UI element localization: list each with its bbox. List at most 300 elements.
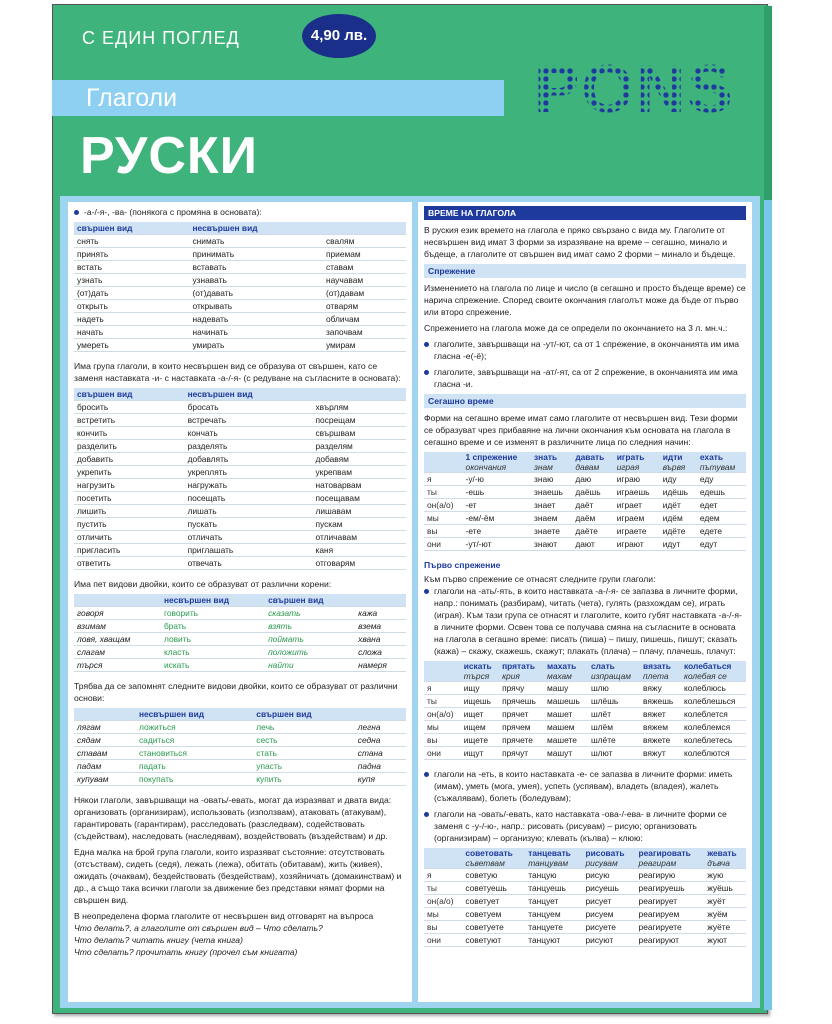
table-cell: свалям: [323, 235, 406, 248]
table-cell: умирать: [189, 339, 322, 352]
table-row: [74, 659, 406, 672]
intro-text: -а-/-я-, -ва- (понякога с промяна в основата):: [74, 206, 406, 218]
table-cell: сесть: [253, 734, 354, 747]
table-cell: жуёте: [704, 921, 746, 934]
table-cell: шлёшь: [588, 695, 640, 708]
table-row: [424, 708, 746, 721]
table-different-roots: [74, 594, 406, 672]
table-header-cell: [681, 661, 746, 682]
table-cell: жуёшь: [704, 882, 746, 895]
table-row: [424, 921, 746, 934]
paragraph-4: Трябва да се запомнят следните видови двойки, които се образуват от различни основи:: [74, 681, 398, 703]
table-cell: намеря: [355, 659, 406, 672]
table-cell: машут: [544, 747, 588, 760]
table-cell: укрепить: [74, 466, 185, 479]
table-row: [74, 453, 406, 466]
paragraph-3: Има пет видови двойки, които се образуват от различни корени:: [74, 579, 332, 589]
header-translation: крия: [502, 671, 520, 681]
table-cell: вы: [424, 525, 463, 538]
table-cell: взимам: [74, 620, 161, 633]
table-cell: играют: [614, 538, 660, 551]
table-row: [74, 607, 406, 620]
table-cell: упасть: [253, 760, 354, 773]
table-cell: приглашать: [185, 544, 313, 557]
paragraph-10: Что сделать? прочитать книгу (прочел съм книгата): [74, 947, 298, 957]
header-verb: вязать: [643, 661, 671, 671]
table-cell: говоря: [74, 607, 161, 620]
table-cell: колеблется: [681, 708, 746, 721]
table-cell: -у/-ю: [463, 473, 531, 486]
header-translation: реагирам: [638, 858, 677, 868]
right-column: [418, 202, 752, 1002]
left-column: [68, 202, 412, 1002]
paragraph-7: В неопределена форма глаголите от несвършен вид отговарят на въпроса: [74, 911, 374, 921]
table-cell: кажа: [355, 607, 406, 620]
table-cell: вяжу: [640, 682, 681, 695]
table-cell: машешь: [544, 695, 588, 708]
table-cell: знает: [531, 499, 572, 512]
table-header-cell: [544, 661, 588, 682]
table-row: [74, 274, 406, 287]
section-heading-tense: ВРЕМЕ НА ГЛАГОЛА: [424, 206, 746, 220]
table-cell: купувам: [74, 773, 136, 786]
header-translation: танцувам: [528, 858, 569, 868]
table-cell: вяжем: [640, 721, 681, 734]
table-cell: начать: [74, 326, 189, 339]
table-cell: он(а/о): [424, 499, 463, 512]
rule-bullet-2: глаголите, завършващи на -ат/-ят, са от 2 спрежение, в окончанията им има гласна -и.: [424, 366, 746, 390]
table-cell: реагирую: [636, 869, 705, 882]
table-cell: рисуете: [583, 921, 636, 934]
section-heading-first-conjugation: Първо спрежение: [424, 560, 501, 570]
header-translation: знам: [533, 462, 553, 472]
table-cell: падна: [355, 760, 406, 773]
first-conjugation-intro: Към първо спрежение се отнасят следните групи глаголи:: [424, 574, 656, 584]
table-cell: отличать: [185, 531, 313, 544]
table-cell: встать: [74, 261, 189, 274]
table-cell: обличам: [323, 313, 406, 326]
table-header-cell: [463, 452, 531, 473]
header-translation: пътувам: [699, 462, 736, 472]
table-cell: жую: [704, 869, 746, 882]
table-header-cell: [74, 594, 161, 607]
table-cell: танцуешь: [525, 882, 582, 895]
table-cell: играешь: [614, 486, 660, 499]
header-verb: советовать: [465, 848, 513, 858]
table-cell: машем: [544, 721, 588, 734]
table-cell: идёте: [660, 525, 697, 538]
table-header-cell: [424, 661, 461, 682]
table-cell: советуете: [462, 921, 525, 934]
header-translation: махам: [547, 671, 572, 681]
table-cell: узнать: [74, 274, 189, 287]
table-cell: каня: [312, 544, 406, 557]
table-cell: едет: [697, 499, 746, 512]
table-cell: встречать: [185, 414, 313, 427]
table-cell: реагируем: [636, 908, 705, 921]
table-row: [424, 869, 746, 882]
table-cell: вяжете: [640, 734, 681, 747]
table-cell: сложа: [355, 646, 406, 659]
table-cell: стать: [253, 747, 354, 760]
table-header-row: [424, 848, 746, 869]
table-header-row: [74, 222, 406, 235]
table-row: [424, 934, 746, 947]
table-cell: шлют: [588, 747, 640, 760]
table-cell: шлю: [588, 682, 640, 695]
table-cell: умирам: [323, 339, 406, 352]
table-row: [74, 646, 406, 659]
table-cell: класть: [161, 646, 265, 659]
table-header-cell: свършен вид: [253, 708, 354, 721]
table-cell: отличавам: [312, 531, 406, 544]
table-header-cell: [697, 452, 746, 473]
table-cell: колеблюсь: [681, 682, 746, 695]
table-cell: они: [424, 538, 463, 551]
table-row: [74, 760, 406, 773]
table-cell: рисуем: [583, 908, 636, 921]
table-cell: вставать: [189, 261, 322, 274]
table-cell: даём: [572, 512, 613, 525]
table-cell: знаю: [531, 473, 572, 486]
table-cell: жуём: [704, 908, 746, 921]
table-cell: машу: [544, 682, 588, 695]
table-cell: -ет: [463, 499, 531, 512]
table-row: [424, 486, 746, 499]
table-row: [74, 479, 406, 492]
table-cell: разделять: [185, 440, 313, 453]
table-cell: укрепвам: [312, 466, 406, 479]
table-cell: едете: [697, 525, 746, 538]
table-cell: пригласить: [74, 544, 185, 557]
header-verb: танцевать: [528, 848, 571, 858]
table-cell: (от)давать: [189, 287, 322, 300]
table-row: [424, 512, 746, 525]
table-cell: пускам: [312, 518, 406, 531]
table-cell: стана: [355, 747, 406, 760]
table-cell: надеть: [74, 313, 189, 326]
table-cell: советует: [462, 895, 525, 908]
table-cell: встретить: [74, 414, 185, 427]
table-cell: я: [424, 682, 461, 695]
table-cell: реагируете: [636, 921, 705, 934]
brand-logo-text: PONS: [534, 51, 735, 127]
table-header-cell: несвършен вид: [161, 594, 265, 607]
table-header-cell: [424, 848, 462, 869]
table-cell: бросить: [74, 401, 185, 414]
table-cell: сказать: [265, 607, 355, 620]
table-cell: -ем/-ём: [463, 512, 531, 525]
header-translation: играя: [616, 462, 640, 472]
table-row: [424, 695, 746, 708]
header-translation: рисувам: [585, 858, 618, 868]
table-cell: прячем: [499, 721, 544, 734]
table-header-cell: [462, 848, 525, 869]
language-title: РУСКИ: [80, 127, 259, 185]
table-cell: кончить: [74, 427, 185, 440]
series-title: С ЕДИН ПОГЛЕД: [82, 28, 240, 48]
group-bullet-3: глаголи на -овать/-евать, като наставката -ова-/-ева- в личните форми се заменя с -у-/-ю-, напр.: рисовать (рисувам) – рисую; организовать (организирам) – организую; клевать (кълва) – клюю:: [424, 808, 746, 844]
table-cell: отличить: [74, 531, 185, 544]
group-bullet-1: глаголи на -ать/-ять, в които наставката -а-/-я- се запазва в личните форми, напр.: понимать (разбирам), читать (чета), гулять (разхождам се), играть (играя). Към тази група се отнасят и глаголите, които губят наставката -а-/-я- в личните форми. Освен това се получава смяна на съгласните в основата на глагола в сегашно време: писать (пиша) – пишу, пишешь, пишут; сказать (кажа) – скажу, скажешь, скажут; плакать (плача) – плачу, плачешь, плачут:: [424, 585, 746, 657]
table-cell: ты: [424, 486, 463, 499]
table-cell: нагружать: [185, 479, 313, 492]
table-header-row: [74, 388, 406, 401]
table-cell: ищешь: [461, 695, 499, 708]
table-row: [424, 908, 746, 921]
table-row: [74, 248, 406, 261]
table-cell: разделям: [312, 440, 406, 453]
table-row: [424, 499, 746, 512]
table-header-cell: несвършен вид: [185, 388, 313, 401]
table-cell: прячете: [499, 734, 544, 747]
table-cell: вы: [424, 734, 461, 747]
present-paragraph: Форми на сегашно време имат само глаголите от несвършен вид. Тези форми се образуват чрез прибавяне на лични окончания към основата на глагола в сегашно време и се изменят в различните лица по следния начин:: [424, 413, 738, 447]
table-cell: даю: [572, 473, 613, 486]
brand-logo: [534, 50, 735, 128]
table-aspect-pairs-2: [74, 388, 406, 570]
table-cell: нагрузить: [74, 479, 185, 492]
table-cell: вяжут: [640, 747, 681, 760]
table-cell: бросать: [185, 401, 313, 414]
table-header-cell: [636, 848, 705, 869]
header-verb: махать: [547, 661, 577, 671]
table-cell: колеблемся: [681, 721, 746, 734]
table-row: [424, 525, 746, 538]
table-header-row: [74, 594, 406, 607]
table-header-cell: [312, 388, 406, 401]
header-verb: прятать: [502, 661, 536, 671]
table-header-cell: [323, 222, 406, 235]
table-cell: советуют: [462, 934, 525, 947]
table-cell: рисует: [583, 895, 636, 908]
table-cell: открывать: [189, 300, 322, 313]
cover-spine-top: [764, 6, 772, 206]
table-cell: снимать: [189, 235, 322, 248]
table-cell: ищем: [461, 721, 499, 734]
table-header-cell: несвършен вид: [189, 222, 322, 235]
table-cell: -ете: [463, 525, 531, 538]
table-cell: ты: [424, 695, 461, 708]
header-verb: реагировать: [638, 848, 691, 858]
table-cell: мы: [424, 721, 461, 734]
table-row: [424, 682, 746, 695]
table-cell: знаем: [531, 512, 572, 525]
header-verb: давать: [575, 452, 605, 462]
table-cell: идёшь: [660, 486, 697, 499]
table-cell: отвечать: [185, 557, 313, 570]
table-cell: играете: [614, 525, 660, 538]
table-cell: узнавать: [189, 274, 322, 287]
table-cell: ищет: [461, 708, 499, 721]
table-row: [74, 773, 406, 786]
table-row: [74, 427, 406, 440]
table-cell: рисую: [583, 869, 636, 882]
table-row: [424, 734, 746, 747]
table-cell: даёшь: [572, 486, 613, 499]
table-cell: шлёте: [588, 734, 640, 747]
table-cell: лишить: [74, 505, 185, 518]
table-cell: говорить: [161, 607, 265, 620]
table-cell: танцуем: [525, 908, 582, 921]
table-header-row: [424, 661, 746, 682]
table-cell: седна: [355, 734, 406, 747]
header-verb: 1 спрежение: [465, 452, 518, 462]
table-cell: знаешь: [531, 486, 572, 499]
table-cell: надевать: [189, 313, 322, 326]
tense-paragraph: В руския език времето на глагола е пряко свързано с вида му. Глаголите от несвършен вид имат 3 форми за изразяване на време – сегашно, минало и бъдеще, а глаголите от свършен вид имат само 2 форми – минало и бъдеще.: [424, 225, 736, 259]
table-header-row: [424, 452, 746, 473]
header-translation: дъвча: [707, 858, 730, 868]
table-cell: еду: [697, 473, 746, 486]
table-cell: ты: [424, 882, 462, 895]
table-cell: (от)дать: [74, 287, 189, 300]
table-cell: взема: [355, 620, 406, 633]
table-cell: реагирует: [636, 895, 705, 908]
table-row: [74, 300, 406, 313]
subject-title: Глаголи: [86, 84, 178, 112]
table-cell: машет: [544, 708, 588, 721]
table-cell: посрещам: [312, 414, 406, 427]
header-translation: търся: [463, 671, 490, 681]
table-cell: (от)давам: [323, 287, 406, 300]
table-cell: иду: [660, 473, 697, 486]
header-translation: колебая се: [684, 671, 727, 681]
table-cell: лишавам: [312, 505, 406, 518]
table-cell: советуем: [462, 908, 525, 921]
paragraph-5: Някои глаголи, завършващи на -овать/-евать, могат да изразяват и двата вида: организовать (организирам), использовать (използвам), атаковать (атакувам), гарантировать (гарантирам), расследовать (разследвам), содействовать (съдействам), наследовать (наследявам), воздействовать (въздействам) и др.: [74, 795, 392, 841]
table-cell: прячешь: [499, 695, 544, 708]
paragraph-9: Что делать? читать книгу (чета книга): [74, 935, 243, 945]
rule-bullet-1: глаголите, завършващи на -ут/-ют, са от 1 спрежение, в окончанията им има гласна -е(-ё);: [424, 338, 746, 362]
table-header-cell: свършен вид: [74, 388, 185, 401]
table-aspect-pairs-1: [74, 222, 406, 352]
table-row: [74, 287, 406, 300]
section-heading-conjugation: Спрежение: [424, 264, 746, 278]
table-cell: взять: [265, 620, 355, 633]
table-row: [74, 414, 406, 427]
table-cell: становиться: [136, 747, 253, 760]
price-badge: 4,90 лв.: [302, 14, 376, 58]
paragraph-2: Има група глаголи, в които несвършен вид се образува от свършен, като се заменя наставката -и- с наставката -а-/-я- (с редуване на съгласните в основата):: [74, 361, 401, 383]
table-cell: танцую: [525, 869, 582, 882]
table-cell: ответить: [74, 557, 185, 570]
table-cell: едем: [697, 512, 746, 525]
table-row: [74, 505, 406, 518]
header-verb: знать: [533, 452, 558, 462]
table-present-endings: [424, 452, 746, 551]
table-cell: лишать: [185, 505, 313, 518]
table-cell: колеблетесь: [681, 734, 746, 747]
table-cell: покупать: [136, 773, 253, 786]
table-cell: поймать: [265, 633, 355, 646]
table-row: [74, 557, 406, 570]
table-cell: ищут: [461, 747, 499, 760]
table-cell: принять: [74, 248, 189, 261]
table-row: [74, 466, 406, 479]
table-cell: кончать: [185, 427, 313, 440]
table-row: [74, 401, 406, 414]
table-cell: жуют: [704, 934, 746, 947]
table-cell: хвана: [355, 633, 406, 646]
header-translation: съветвам: [465, 858, 505, 868]
header-verb: ехать: [699, 452, 723, 462]
table-cell: знаете: [531, 525, 572, 538]
table-cell: реагируют: [636, 934, 705, 947]
table-cell: слагам: [74, 646, 161, 659]
table-cell: едут: [697, 538, 746, 551]
table-cell: ставам: [74, 747, 136, 760]
table-header-row: [74, 708, 406, 721]
header-translation: окончания: [465, 462, 507, 472]
table-cell: шлёт: [588, 708, 640, 721]
table-row: [74, 544, 406, 557]
table-cell: падам: [74, 760, 136, 773]
table-cell: садиться: [136, 734, 253, 747]
paragraph-8: Что делать?, а глаголите от свършен вид – Что сделать?: [74, 923, 323, 933]
header-verb: рисовать: [585, 848, 625, 858]
table-row: [424, 721, 746, 734]
table-header-cell: свършен вид: [265, 594, 355, 607]
table-header-cell: [660, 452, 697, 473]
table-cell: прячу: [499, 682, 544, 695]
table-header-cell: [640, 661, 681, 682]
table-cell: вы: [424, 921, 462, 934]
table-cell: натоварвам: [312, 479, 406, 492]
table-row: [74, 747, 406, 760]
table-row: [74, 518, 406, 531]
header-translation: изпращам: [590, 671, 632, 681]
section-heading-present: Сегашно време: [424, 394, 746, 408]
table-header-cell: [588, 661, 640, 682]
table-cell: играем: [614, 512, 660, 525]
table-cell: играет: [614, 499, 660, 512]
table-row: [74, 531, 406, 544]
table-cell: мы: [424, 512, 463, 525]
table-cell: отговарям: [312, 557, 406, 570]
table-cell: идут: [660, 538, 697, 551]
table-cell: приемам: [323, 248, 406, 261]
table-row: [74, 313, 406, 326]
cover-spine-bottom: [764, 200, 772, 1010]
table-cell: легна: [355, 721, 406, 734]
table-cell: ловить: [161, 633, 265, 646]
table-cell: дают: [572, 538, 613, 551]
table-header-cell: [531, 452, 572, 473]
table-cell: ложиться: [136, 721, 253, 734]
table-first-conjugation-1: [424, 661, 746, 760]
table-cell: пускать: [185, 518, 313, 531]
table-cell: он(а/о): [424, 895, 462, 908]
table-cell: -ешь: [463, 486, 531, 499]
table-cell: вяжет: [640, 708, 681, 721]
table-cell: ищу: [461, 682, 499, 695]
table-cell: умереть: [74, 339, 189, 352]
table-cell: купя: [355, 773, 406, 786]
table-cell: купить: [253, 773, 354, 786]
table-cell: даёт: [572, 499, 613, 512]
table-cell: падать: [136, 760, 253, 773]
table-row: [424, 895, 746, 908]
table-cell: я: [424, 473, 463, 486]
table-cell: свършвам: [312, 427, 406, 440]
table-cell: посетить: [74, 492, 185, 505]
table-header-cell: [614, 452, 660, 473]
table-cell: хвърлям: [312, 401, 406, 414]
table-cell: едешь: [697, 486, 746, 499]
table-cell: танцует: [525, 895, 582, 908]
header-verb: играть: [616, 452, 645, 462]
